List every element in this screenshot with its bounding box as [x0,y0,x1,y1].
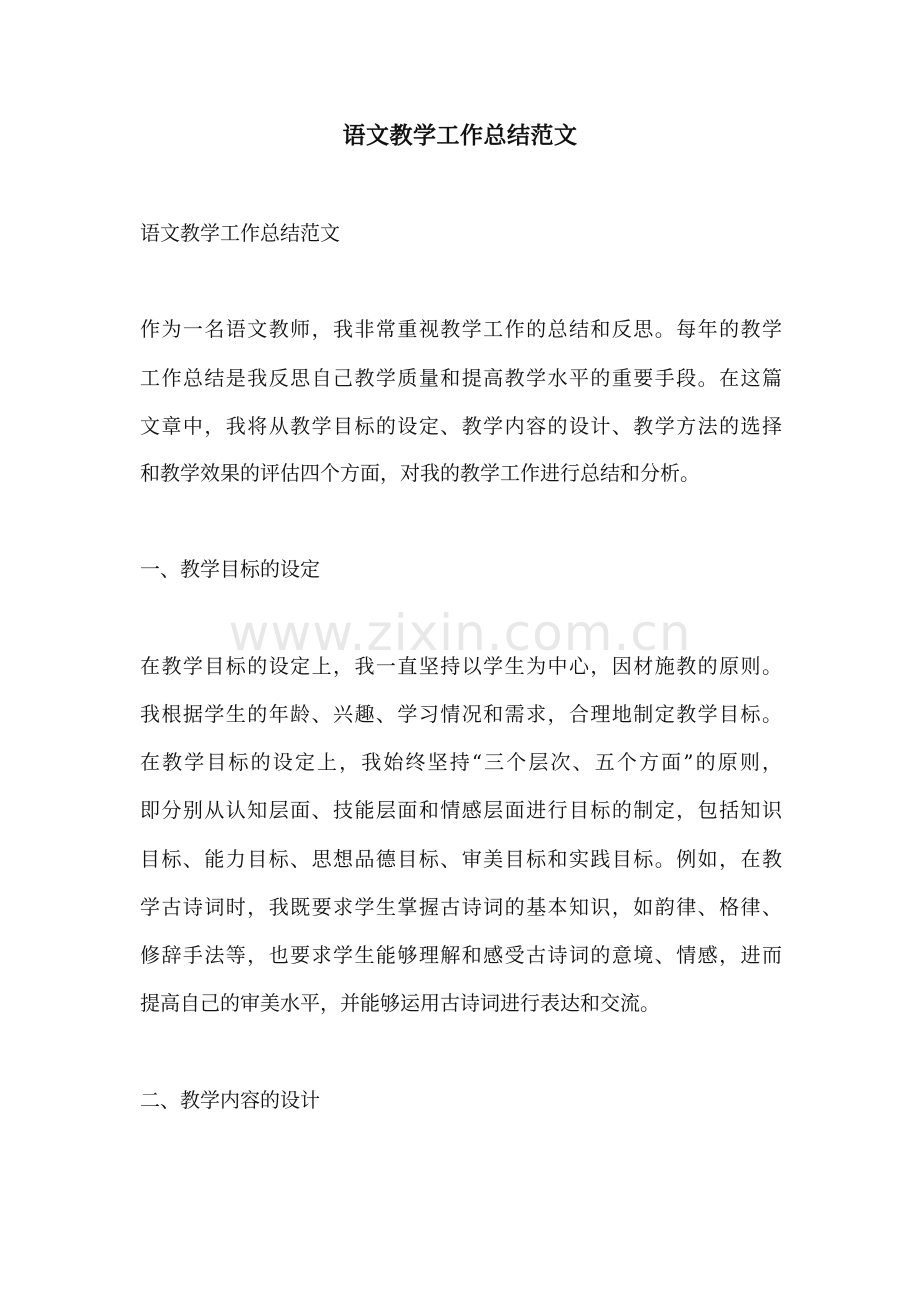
document-subtitle: 语文教学工作总结范文 [140,221,340,245]
intro-line: 和教学效果的评估四个方面，对我的教学工作进行总结和分析。 [140,461,700,485]
intro-line: 文章中，我将从教学目标的设定、教学内容的设计、教学方法的选择 [140,414,782,438]
watermark: www.zixin.com.cn [228,604,692,662]
section-paragraph-line: 在教学目标的设定上，我一直坚持以学生为中心，因材施教的原则。 [140,654,782,678]
section-heading: 二、教学内容的设计 [140,1088,320,1112]
section-paragraph-line: 在教学目标的设定上，我始终坚持“三个层次、五个方面”的原则， [140,750,782,774]
section-paragraph-line: 提高自己的审美水平，并能够运用古诗词进行表达和交流。 [140,991,660,1015]
section-paragraph-line: 修辞手法等，也要求学生能够理解和感受古诗词的意境、情感，进而 [140,943,782,967]
section-paragraph-line: 即分别从认知层面、技能层面和情感层面进行目标的制定，包括知识 [140,798,782,822]
document-title: 语文教学工作总结范文 [342,122,578,149]
intro-line: 作为一名语文教师，我非常重视教学工作的总结和反思。每年的教学 [140,317,782,341]
section-paragraph-line: 我根据学生的年龄、兴趣、学习情况和需求，合理地制定教学目标。 [140,702,782,726]
section-paragraph-line: 学古诗词时，我既要求学生掌握古诗词的基本知识，如韵律、格律、 [140,895,782,919]
section-heading: 一、教学目标的设定 [140,557,320,581]
intro-line: 工作总结是我反思自己教学质量和提高教学水平的重要手段。在这篇 [140,366,782,390]
section-paragraph-line: 目标、能力目标、思想品德目标、审美目标和实践目标。例如，在教 [140,847,782,871]
